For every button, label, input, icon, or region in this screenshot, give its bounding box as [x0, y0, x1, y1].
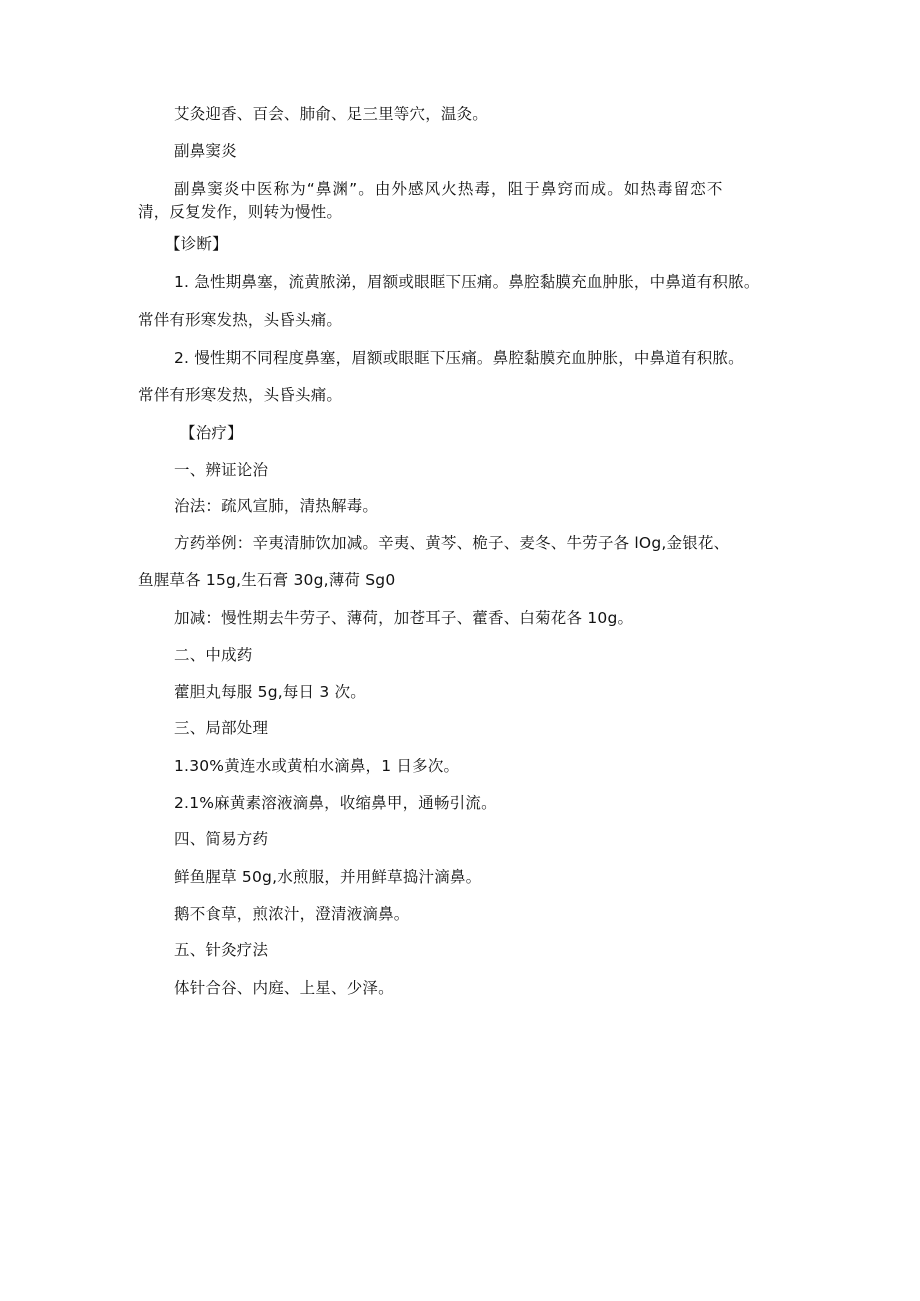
text-line: 治法：疏风宣肺，清热解毒。 — [174, 497, 379, 515]
section-heading-treatment: 【治疗】 — [180, 424, 243, 442]
text-line: 常伴有形寒发热，头昏头痛。 — [138, 386, 343, 404]
text-line: 副鼻窦炎中医称为“鼻渊”。由外感风火热毒，阻于鼻窍而成。如热毒留恋不 — [174, 180, 724, 198]
text-line: 1.30%黄连水或黄柏水滴鼻，1 日多次。 — [174, 757, 460, 775]
text-line: 常伴有形寒发热，头昏头痛。 — [138, 311, 343, 329]
text-line: 2. 慢性期不同程度鼻塞，眉额或眼眶下压痛。鼻腔黏膜充血肿胀，中鼻道有积脓。 — [174, 349, 744, 367]
text-line: 二、中成药 — [174, 646, 253, 664]
text-line: 藿胆丸每服 5g,每日 3 次。 — [174, 683, 366, 701]
text-line: 鲜鱼腥草 50g,水煎服，并用鲜草捣汁滴鼻。 — [174, 868, 482, 886]
text-line: 1. 急性期鼻塞，流黄脓涕，眉额或眼眶下压痛。鼻腔黏膜充血肿胀，中鼻道有积脓。 — [174, 273, 760, 291]
text-line: 五、针灸疗法 — [174, 941, 269, 959]
text-line: 鹅不食草，煎浓汁，澄清液滴鼻。 — [174, 905, 410, 923]
text-line: 一、辨证论治 — [174, 461, 269, 479]
text-line: 方药举例：辛夷清肺饮加减。辛夷、黄芩、桅子、麦冬、牛劳子各 lOg,金银花、 — [174, 534, 730, 552]
text-line: 体针合谷、内庭、上星、少泽。 — [174, 979, 394, 997]
text-line: 鱼腥草各 15g,生石膏 30g,薄荷 Sg0 — [138, 571, 396, 589]
text-line: 艾灸迎香、百会、肺俞、足三里等穴，温灸。 — [174, 105, 489, 123]
section-heading-diagnosis: 【诊断】 — [165, 235, 228, 253]
text-line: 2.1%麻黄素溶液滴鼻，收缩鼻甲，通畅引流。 — [174, 794, 497, 812]
text-line: 三、局部处理 — [174, 719, 269, 737]
text-line: 四、简易方药 — [174, 830, 269, 848]
text-line: 清，反复发作，则转为慢性。 — [138, 203, 343, 221]
text-line: 加减：慢性期去牛劳子、薄荷，加苍耳子、藿香、白菊花各 10g。 — [174, 609, 634, 627]
section-title: 副鼻窦炎 — [174, 142, 237, 160]
